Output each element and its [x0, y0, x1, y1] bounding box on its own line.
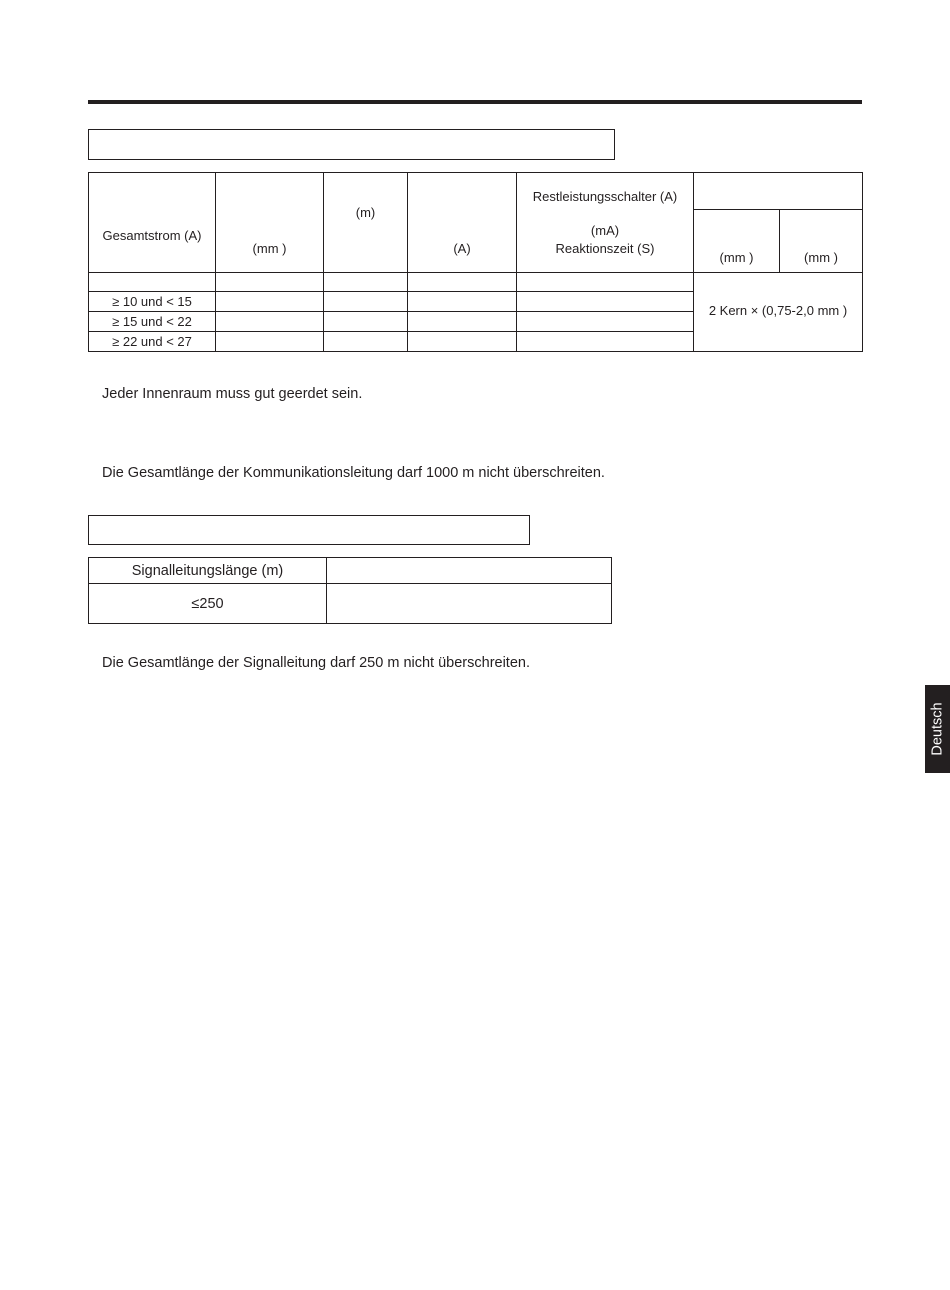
table-cell [408, 312, 517, 332]
table-row-range: ≥ 15 und < 22 [89, 312, 216, 332]
language-tab [925, 685, 950, 773]
signal-length-note: Die Gesamtlänge der Signalleitung darf 250 m nicht überschreiten. [102, 655, 530, 671]
rcd-reaction: Reaktionszeit (S) [555, 240, 655, 256]
signal-length-value: ≤250 [89, 584, 327, 624]
table-cell [408, 332, 517, 352]
top-rule [88, 100, 862, 104]
header-total-current: Gesamtstrom (A) [89, 173, 216, 273]
table-cell [324, 312, 408, 332]
header-signal-length: Signalleitungslänge (m) [89, 558, 327, 584]
signal-spec-value [327, 584, 612, 624]
table-cell [408, 292, 517, 312]
table-cell [216, 332, 324, 352]
comm-length-note: Die Gesamtlänge der Kommunikationsleitung darf 1000 m nicht überschreiten. [102, 465, 605, 481]
signal-cable-table [88, 557, 612, 624]
grounding-note: Jeder Innenraum muss gut geerdet sein. [102, 386, 363, 402]
table-cell [517, 273, 694, 292]
table-cell [517, 312, 694, 332]
header-signal-unit-1: (mm ) [694, 210, 780, 273]
table-cell [324, 273, 408, 292]
table-cell [324, 292, 408, 312]
language-tab-label: Deutsch [929, 702, 946, 756]
rcd-title: Restleistungsschalter (A) [532, 188, 678, 204]
power-cable-table [88, 172, 863, 352]
table-cell [408, 273, 517, 292]
table-cell [216, 312, 324, 332]
table-row-range [89, 273, 216, 292]
header-length: (m) [324, 173, 408, 273]
header-signal-spec [327, 558, 612, 584]
rcd-unit: (mA) [590, 222, 620, 238]
signal-cable-spec: 2 Kern × (0,75-2,0 mm ) [694, 273, 863, 352]
table-row-range: ≥ 22 und < 27 [89, 332, 216, 352]
table-row-range: ≥ 10 und < 15 [89, 292, 216, 312]
power-table-caption-box [88, 129, 615, 160]
header-current: (A) [408, 173, 517, 273]
header-signal-group [694, 173, 863, 210]
table-cell [216, 292, 324, 312]
table-cell [216, 273, 324, 292]
table-cell [517, 332, 694, 352]
header-cross-section: (mm ) [216, 173, 324, 273]
table-cell [517, 292, 694, 312]
signal-table-caption-box [88, 515, 530, 545]
header-signal-unit-2: (mm ) [780, 210, 863, 273]
header-rcd [517, 173, 694, 273]
table-cell [324, 332, 408, 352]
